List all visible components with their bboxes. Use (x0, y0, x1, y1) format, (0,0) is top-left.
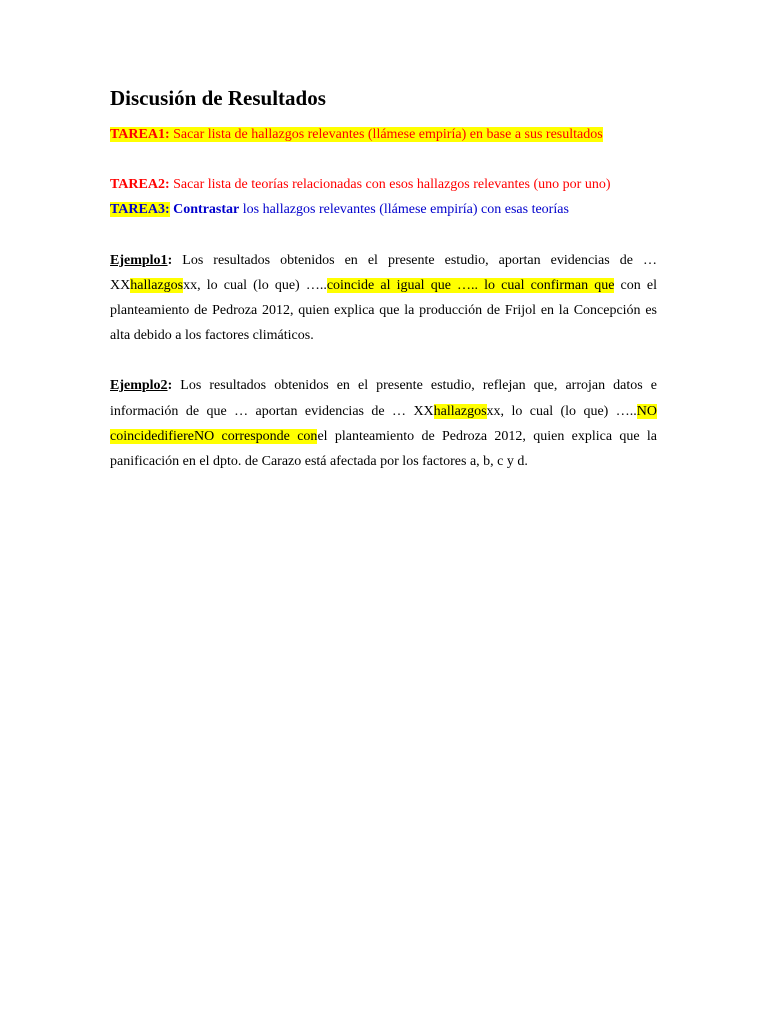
tarea3-label: TAREA3: (110, 202, 170, 218)
ejemplo1-label: Ejemplo1 (110, 252, 168, 268)
document-page (110, 84, 657, 474)
ejemplo2-text-a: Los resultados obtenidos en el presente estudio, reflejan que, arrojan datos e información de que … aportan evidencias de … XX (110, 378, 657, 419)
tarea3-bold-text: Contrastar (169, 202, 240, 218)
ejemplo2-label: Ejemplo2 (110, 378, 168, 394)
tarea1-highlight (110, 127, 603, 142)
ejemplo1-highlight-b: coincide al igual que ….. lo cual confirman que (326, 277, 615, 293)
ejemplo1-text-c: con el planteamiento de Pedroza 2012, quien explica que la producción de Frijol en la Concepción es alta debido a los factores climáticos. (110, 277, 657, 344)
tarea1-label: TAREA1: (110, 127, 170, 142)
tarea1-text: Sacar lista de hallazgos relevantes (llámese empiría) en base a sus resultados (169, 127, 603, 142)
tarea3-paragraph (110, 197, 657, 222)
ejemplo2-highlight-a: hallazgos (433, 403, 487, 419)
ejemplo1-paragraph (110, 248, 657, 349)
document-title: Discusión de Resultados (110, 86, 326, 110)
tarea2-paragraph (110, 172, 657, 197)
tarea2-text: Sacar lista de teorías relacionadas con esos hallazgos relevantes (uno por uno) (169, 177, 611, 193)
ejemplo1-highlight-a: hallazgos (130, 277, 184, 293)
tarea2-label: TAREA2: (110, 177, 170, 193)
spacer (110, 147, 657, 172)
spacer (110, 223, 657, 248)
tarea1-paragraph (110, 122, 657, 147)
tarea3-text: los hallazgos relevantes (llámese empiría) con esas teorías (239, 202, 569, 218)
ejemplo1-colon: : (167, 252, 173, 268)
ejemplo2-colon: : (167, 378, 173, 394)
ejemplo1-text-a: Los resultados obtenidos en el presente estudio, aportan evidencias de … XX (110, 252, 657, 293)
ejemplo2-text-b: xx, lo cual (lo que) ….. (486, 403, 637, 419)
ejemplo2-paragraph (110, 373, 657, 474)
ejemplo2-highlight-b: NO coincidedifiereNO corresponde con (110, 403, 657, 444)
spacer (110, 348, 657, 373)
ejemplo2-text-c: el planteamiento de Pedroza 2012, quien explica que la panificación en el dpto. de Carazo está afectada por los factores a, b, c y d. (110, 428, 657, 470)
ejemplo1-text-b: xx, lo cual (lo que) ….. (183, 277, 327, 293)
